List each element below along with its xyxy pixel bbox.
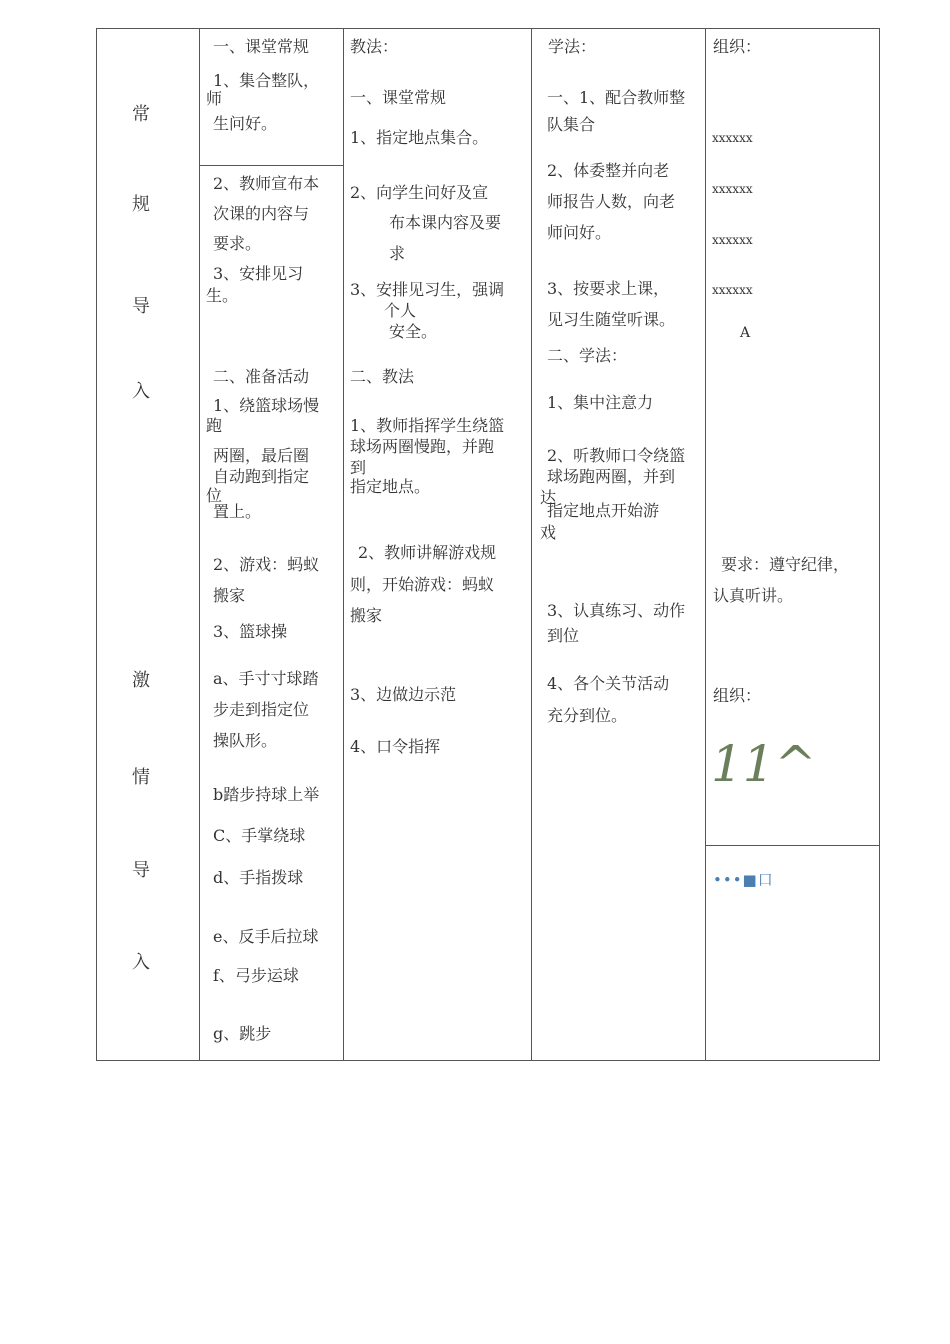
teaching-line: 个人 [384, 301, 417, 320]
content-line: 师 [206, 89, 223, 108]
learning-line: 4、各个关节活动 [547, 674, 670, 693]
teaching-header: 教法： [350, 37, 399, 56]
teaching-line: 指定地点。 [350, 477, 431, 496]
learning-line: 到位 [547, 626, 580, 645]
content-line: 二、准备活动 [213, 367, 310, 386]
content-line: 3、篮球操 [213, 622, 288, 641]
learning-header: 学法： [548, 37, 597, 56]
content-line: g、跳步 [213, 1024, 272, 1043]
column-divider [199, 29, 200, 1060]
teaching-line: 一、课堂常规 [350, 88, 447, 107]
learning-line: 2、听教师口令绕篮 [547, 446, 686, 465]
learning-line: 3、认真练习、动作 [547, 601, 686, 620]
row-divider [705, 845, 880, 846]
content-line: 一、课堂常规 [213, 37, 310, 56]
row-divider [199, 165, 343, 166]
formation-row: xxxxxx [712, 283, 753, 297]
learning-line: 师问好。 [547, 223, 612, 242]
learning-line: 充分到位。 [547, 706, 628, 725]
learning-line: 二、学法： [547, 346, 628, 365]
content-line: 1、绕篮球场慢 [213, 396, 320, 415]
teaching-line: 安全。 [389, 322, 438, 341]
content-line: 次课的内容与 [213, 204, 310, 223]
teaching-line: 搬家 [350, 606, 383, 625]
learning-line: 一、1、配合教师整 [547, 88, 686, 107]
formation-diagram: 11^ [711, 735, 817, 793]
stage-char: 导 [132, 296, 150, 317]
teacher-mark: A [740, 325, 751, 341]
stage-char: 常 [132, 104, 150, 125]
learning-line: 队集合 [547, 115, 596, 134]
content-line: 操队形。 [213, 731, 278, 750]
stage-char: 规 [132, 194, 150, 215]
learning-line: 师报告人数，向老 [547, 192, 676, 211]
column-divider [343, 29, 344, 1060]
stage-char: 入 [132, 952, 150, 973]
teaching-line: 球场两圈慢跑，并跑 [350, 437, 495, 456]
stage-char: 情 [132, 767, 150, 788]
learning-line: 指定地点开始游 [547, 501, 660, 520]
content-line: 1、集合整队， [213, 71, 320, 90]
stage-char: 入 [132, 381, 150, 402]
formation-row: xxxxxx [712, 233, 753, 247]
teaching-line: 布本课内容及要 [389, 213, 502, 232]
learning-line: 1、集中注意力 [547, 393, 654, 412]
teaching-line: 3、安排见习生，强调 [350, 280, 505, 299]
learning-line: 戏 [540, 523, 557, 542]
content-line: 位 [206, 486, 223, 505]
stage-char: 导 [132, 860, 150, 881]
formation-row: xxxxxx [712, 182, 753, 196]
learning-line: 球场跑两圈，并到 [547, 467, 676, 486]
teaching-line: 2、向学生问好及宣 [350, 183, 489, 202]
teaching-line: 1、指定地点集合。 [350, 128, 489, 147]
content-line: 搬家 [213, 586, 246, 605]
content-line: 2、游戏：蚂蚁 [213, 555, 320, 574]
teaching-line: 2、教师讲解游戏规 [358, 543, 497, 562]
column-divider [531, 29, 532, 1060]
learning-line: 达 [540, 488, 557, 507]
formation-icons: •••■口 [713, 871, 774, 889]
organization-header: 组织： [713, 686, 762, 705]
content-line: 生问好。 [213, 114, 278, 133]
teaching-line: 则，开始游戏：蚂蚁 [350, 575, 495, 594]
content-line: 两圈，最后圈 [213, 446, 310, 465]
content-line: 置上。 [213, 502, 262, 521]
content-line: 生。 [206, 286, 239, 305]
content-line: a、手寸寸球踏 [213, 669, 319, 688]
requirement-line: 要求：遵守纪律， [721, 555, 850, 574]
content-line: 3、安排见习 [213, 264, 304, 283]
content-line: 步走到指定位 [213, 700, 310, 719]
column-divider [705, 29, 706, 1060]
teaching-line: 4、口令指挥 [350, 737, 441, 756]
formation-row: xxxxxx [712, 131, 753, 145]
learning-line: 2、体委整并向老 [547, 161, 670, 180]
content-line: C、手掌绕球 [213, 826, 306, 845]
teaching-line: 3、边做边示范 [350, 685, 457, 704]
content-line: d、手指拨球 [213, 868, 304, 887]
content-line: b踏步持球上举 [213, 785, 320, 804]
teaching-line: 求 [389, 244, 406, 263]
teaching-line: 到 [350, 458, 367, 477]
requirement-line: 认真听讲。 [713, 586, 794, 605]
organization-header: 组织： [713, 37, 762, 56]
teaching-line: 1、教师指挥学生绕篮 [350, 416, 505, 435]
content-line: 要求。 [213, 234, 262, 253]
content-line: 自动跑到指定 [213, 467, 310, 486]
stage-char: 激 [132, 670, 150, 691]
content-line: 2、教师宣布本 [213, 174, 320, 193]
content-line: e、反手后拉球 [213, 927, 319, 946]
teaching-line: 二、教法 [350, 367, 415, 386]
content-line: f、弓步运球 [213, 966, 299, 985]
learning-line: 3、按要求上课， [547, 279, 670, 298]
learning-line: 见习生随堂听课。 [547, 310, 676, 329]
content-line: 跑 [206, 416, 223, 435]
